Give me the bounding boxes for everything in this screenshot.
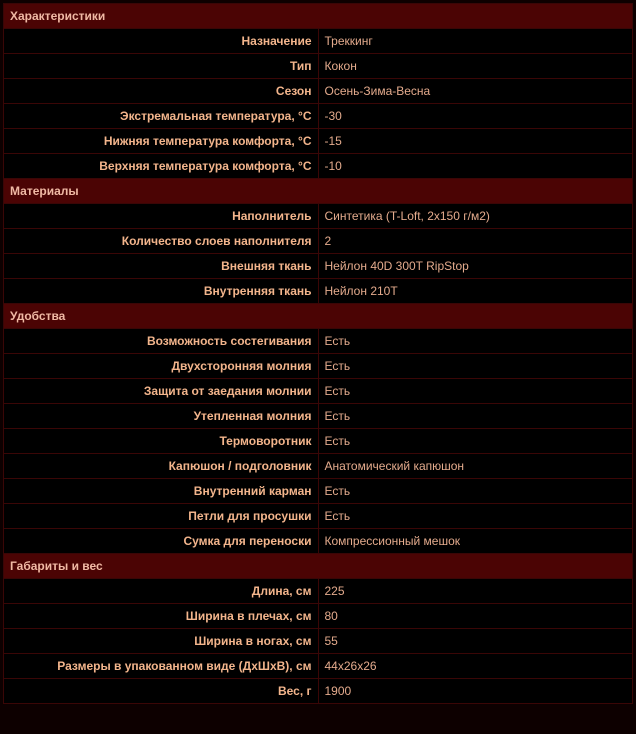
spec-row <box>4 454 633 479</box>
spec-value: Есть <box>318 379 633 404</box>
spec-row <box>4 429 633 454</box>
specifications-table <box>3 3 633 704</box>
spec-row <box>4 404 633 429</box>
spec-name: Ширина в плечах, см <box>4 604 319 629</box>
spec-name: Внешняя ткань <box>4 254 319 279</box>
spec-value: Анатомический капюшон <box>318 454 633 479</box>
spec-value: Нейлон 210T <box>318 279 633 304</box>
spec-name: Ширина в ногах, см <box>4 629 319 654</box>
spec-name: Экстремальная температура, °C <box>4 104 319 129</box>
spec-value: Есть <box>318 479 633 504</box>
spec-value: 80 <box>318 604 633 629</box>
spec-row <box>4 254 633 279</box>
spec-name: Двухсторонняя молния <box>4 354 319 379</box>
spec-row <box>4 229 633 254</box>
section-title: Характеристики <box>4 4 633 29</box>
spec-row <box>4 129 633 154</box>
spec-row <box>4 579 633 604</box>
spec-value: Есть <box>318 404 633 429</box>
spec-row <box>4 79 633 104</box>
spec-value: -10 <box>318 154 633 179</box>
section-header <box>4 554 633 579</box>
spec-value: Есть <box>318 429 633 454</box>
spec-row <box>4 679 633 704</box>
spec-name: Вес, г <box>4 679 319 704</box>
spec-value: 225 <box>318 579 633 604</box>
spec-value: 1900 <box>318 679 633 704</box>
spec-row <box>4 104 633 129</box>
spec-value: Синтетика (T-Loft, 2х150 г/м2) <box>318 204 633 229</box>
spec-value: Есть <box>318 504 633 529</box>
spec-name: Размеры в упакованном виде (ДхШхВ), см <box>4 654 319 679</box>
spec-row <box>4 604 633 629</box>
spec-name: Возможность состегивания <box>4 329 319 354</box>
section-title: Габариты и вес <box>4 554 633 579</box>
spec-name: Утепленная молния <box>4 404 319 429</box>
spec-value: Компрессионный мешок <box>318 529 633 554</box>
spec-value: 2 <box>318 229 633 254</box>
spec-row <box>4 504 633 529</box>
spec-row <box>4 354 633 379</box>
spec-row <box>4 629 633 654</box>
spec-value: Есть <box>318 329 633 354</box>
section-title: Удобства <box>4 304 633 329</box>
spec-value: 44x26x26 <box>318 654 633 679</box>
spec-value: Треккинг <box>318 29 633 54</box>
spec-name: Термоворотник <box>4 429 319 454</box>
spec-value: Нейлон 40D 300T RipStop <box>318 254 633 279</box>
spec-name: Внутренний карман <box>4 479 319 504</box>
spec-name: Защита от заедания молнии <box>4 379 319 404</box>
spec-row <box>4 529 633 554</box>
spec-value: Кокон <box>318 54 633 79</box>
spec-name: Назначение <box>4 29 319 54</box>
spec-name: Наполнитель <box>4 204 319 229</box>
spec-row <box>4 54 633 79</box>
spec-name: Верхняя температура комфорта, °C <box>4 154 319 179</box>
section-header <box>4 304 633 329</box>
section-header <box>4 179 633 204</box>
spec-row <box>4 204 633 229</box>
spec-name: Капюшон / подголовник <box>4 454 319 479</box>
spec-row <box>4 479 633 504</box>
section-header <box>4 4 633 29</box>
spec-name: Нижняя температура комфорта, °C <box>4 129 319 154</box>
spec-name: Длина, см <box>4 579 319 604</box>
spec-value: 55 <box>318 629 633 654</box>
spec-row <box>4 379 633 404</box>
spec-value: -30 <box>318 104 633 129</box>
spec-name: Количество слоев наполнителя <box>4 229 319 254</box>
spec-value: Есть <box>318 354 633 379</box>
spec-name: Петли для просушки <box>4 504 319 529</box>
spec-value: Осень-Зима-Весна <box>318 79 633 104</box>
spec-row <box>4 29 633 54</box>
spec-row <box>4 329 633 354</box>
spec-name: Внутренняя ткань <box>4 279 319 304</box>
spec-name: Сумка для переноски <box>4 529 319 554</box>
section-title: Материалы <box>4 179 633 204</box>
spec-row <box>4 279 633 304</box>
spec-name: Тип <box>4 54 319 79</box>
spec-row <box>4 654 633 679</box>
spec-value: -15 <box>318 129 633 154</box>
spec-name: Сезон <box>4 79 319 104</box>
spec-row <box>4 154 633 179</box>
